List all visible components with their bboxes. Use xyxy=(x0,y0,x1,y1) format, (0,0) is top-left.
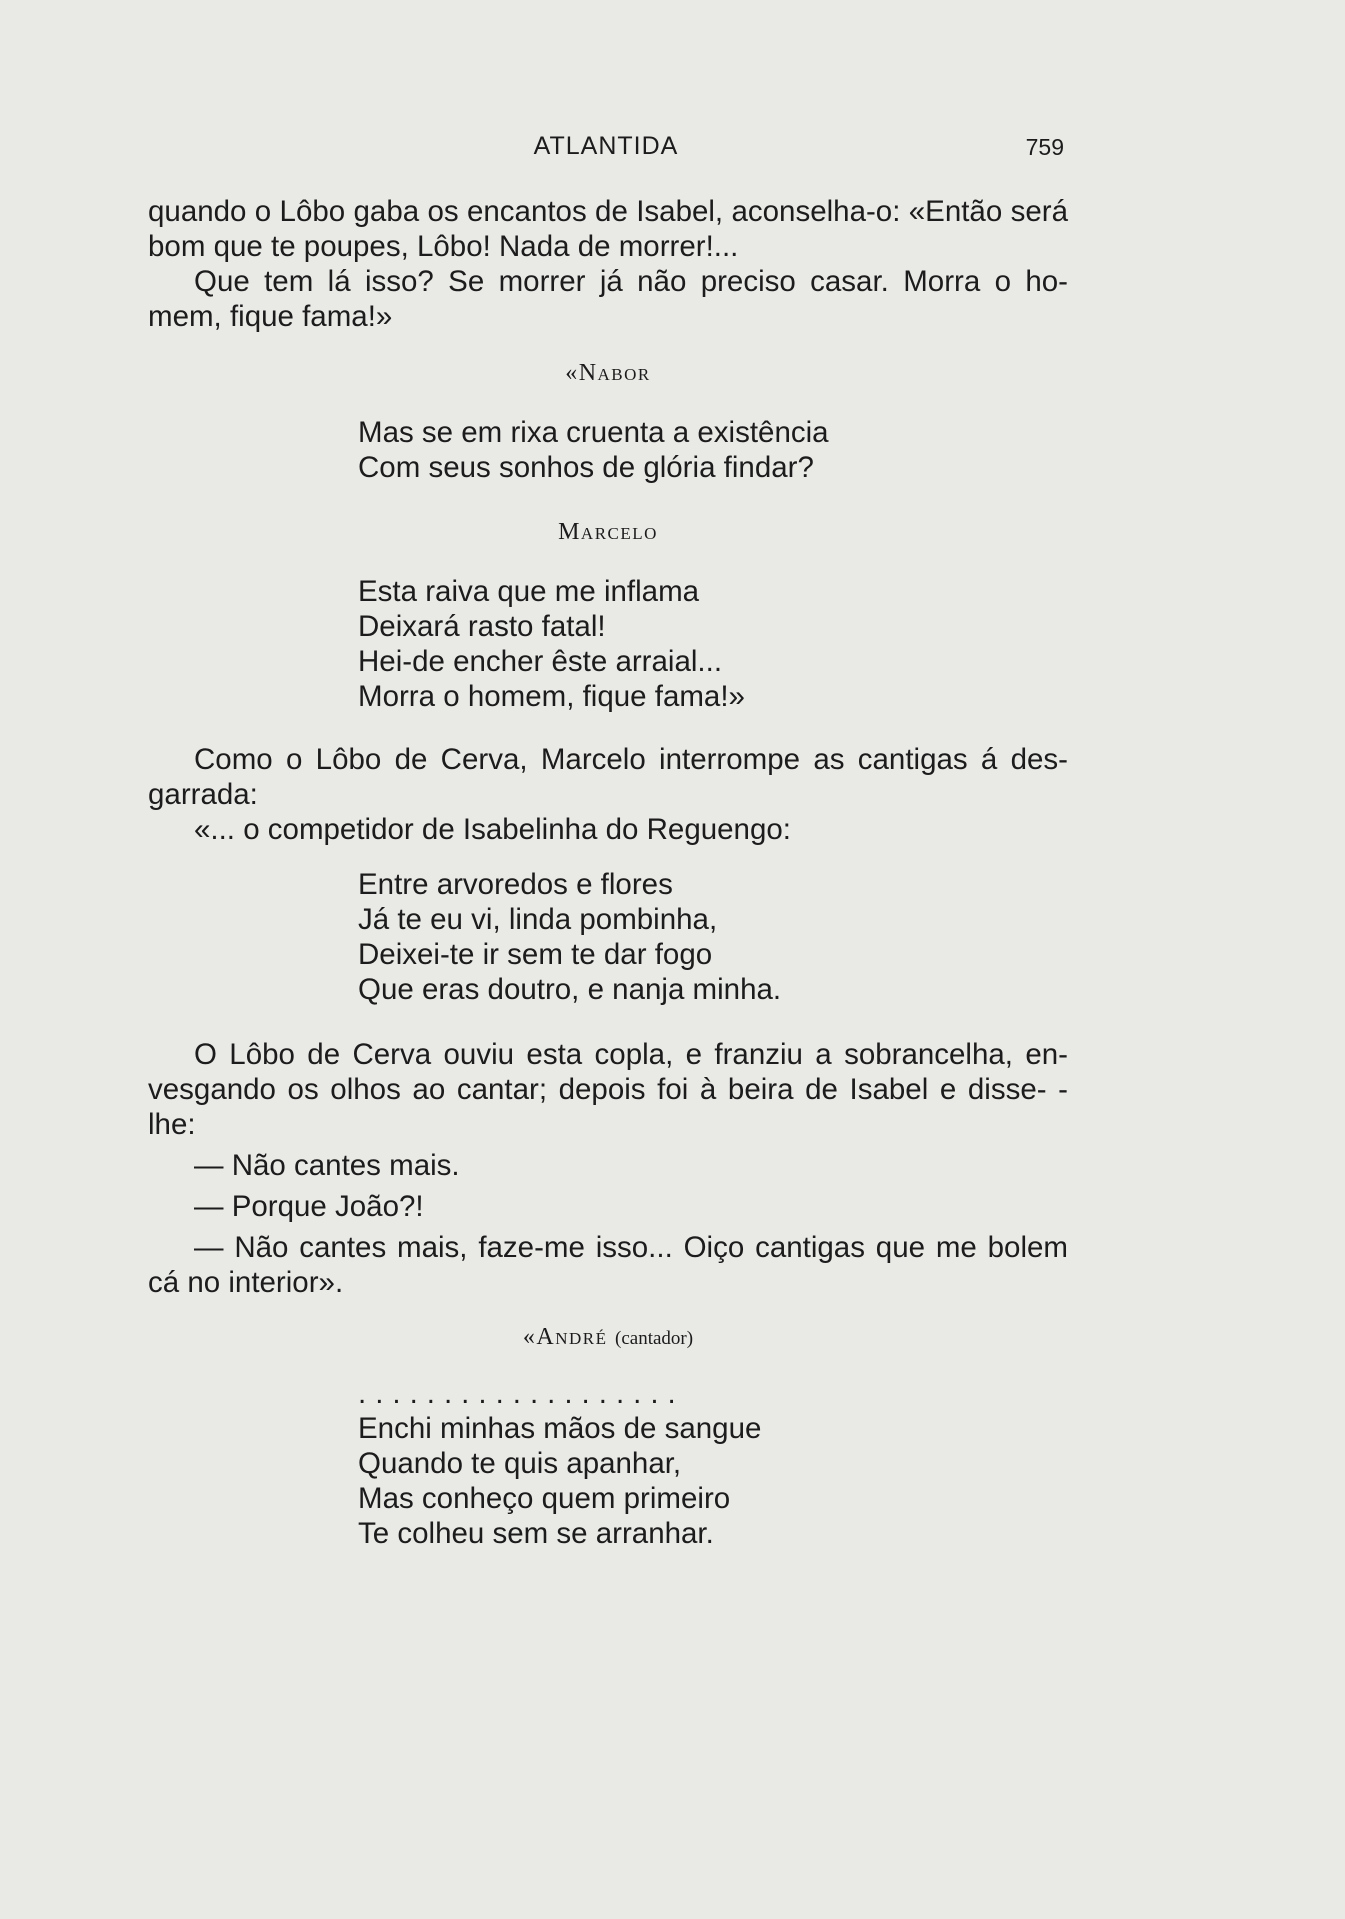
running-header xyxy=(148,128,1064,168)
verse-line: Hei-de encher êste arraial... xyxy=(358,645,723,678)
verse-line: Já te eu vi, linda pombinha, xyxy=(358,903,718,936)
paragraph: «... o competidor de Isabelinha do Reguengo: xyxy=(194,813,791,846)
dialogue-paragraph xyxy=(148,1230,1068,1300)
verse-line: Entre arvoredos e flores xyxy=(358,868,673,901)
text-line: vesgando os olhos ao cantar; depois foi à beira de Isabel e disse- xyxy=(148,1073,1047,1106)
dialogue-line: — Porque João?! xyxy=(194,1190,424,1223)
speaker-name xyxy=(148,1320,1068,1356)
verse-line: Esta raiva que me inflama xyxy=(358,575,700,608)
dialogue-line: — Não cantes mais. xyxy=(194,1149,460,1182)
ellipsis-dots: ................... xyxy=(358,1377,685,1410)
paragraph xyxy=(148,194,1068,264)
speaker-name: «Nabor xyxy=(565,360,651,386)
verse-line: Morra o homem, fique fama!» xyxy=(358,680,745,713)
verse-line: Deixará rasto fatal! xyxy=(358,610,606,643)
dialogue-line: cá no interior». xyxy=(148,1266,344,1299)
text-line: mem, fique fama!» xyxy=(148,300,393,333)
running-title: ATLANTIDA xyxy=(533,132,679,160)
text-line: O Lôbo de Cerva ouviu esta copla, e franziu a sobrancelha, en- xyxy=(194,1038,1068,1071)
text-line: será bom que te poupes, Lôbo! Nada de morrer!... xyxy=(148,195,1068,263)
verse-line: Deixei-te ir sem te dar fogo xyxy=(358,938,713,971)
text-line: Que tem lá isso? Se morrer já não preciso casar. Morra o ho- xyxy=(194,265,1068,298)
text-line: Como o Lôbo de Cerva, Marcelo interrompe as cantigas á des- xyxy=(194,743,1068,776)
verse-stanza xyxy=(358,867,1068,1007)
paragraph xyxy=(148,742,1068,812)
verse-line: Que eras doutro, e nanja minha. xyxy=(358,973,782,1006)
speaker-note: (cantador) xyxy=(615,1328,694,1349)
text-line: quando o Lôbo gaba os encantos de Isabel, aconselha-o: «Então xyxy=(148,195,1003,228)
verse-line: Enchi minhas mãos de sangue xyxy=(358,1412,762,1445)
page-number: 759 xyxy=(1025,134,1064,160)
paragraph xyxy=(148,1037,1068,1142)
verse-line: Mas conheço quem primeiro xyxy=(358,1482,731,1515)
verse-stanza xyxy=(358,1411,1068,1551)
page-body xyxy=(148,194,1068,1551)
verse-line: Mas se em rixa cruenta a existência xyxy=(358,416,829,449)
verse-stanza xyxy=(358,574,1068,714)
verse-line: Quando te quis apanhar, xyxy=(358,1447,682,1480)
verse-line: Te colheu sem se arranhar. xyxy=(358,1517,714,1550)
paragraph xyxy=(148,264,1068,334)
text-line: garrada: xyxy=(148,778,258,811)
verse-line: Com seus sonhos de glória findar? xyxy=(358,451,814,484)
dialogue-line: — Não cantes mais, faze-me isso... Oiço cantigas que me bolem xyxy=(194,1231,1068,1264)
verse-stanza xyxy=(358,415,1068,485)
speaker-name-text: «André xyxy=(522,1324,608,1350)
text-line: -lhe: xyxy=(148,1073,1068,1141)
speaker-name: Marcelo xyxy=(558,519,658,545)
